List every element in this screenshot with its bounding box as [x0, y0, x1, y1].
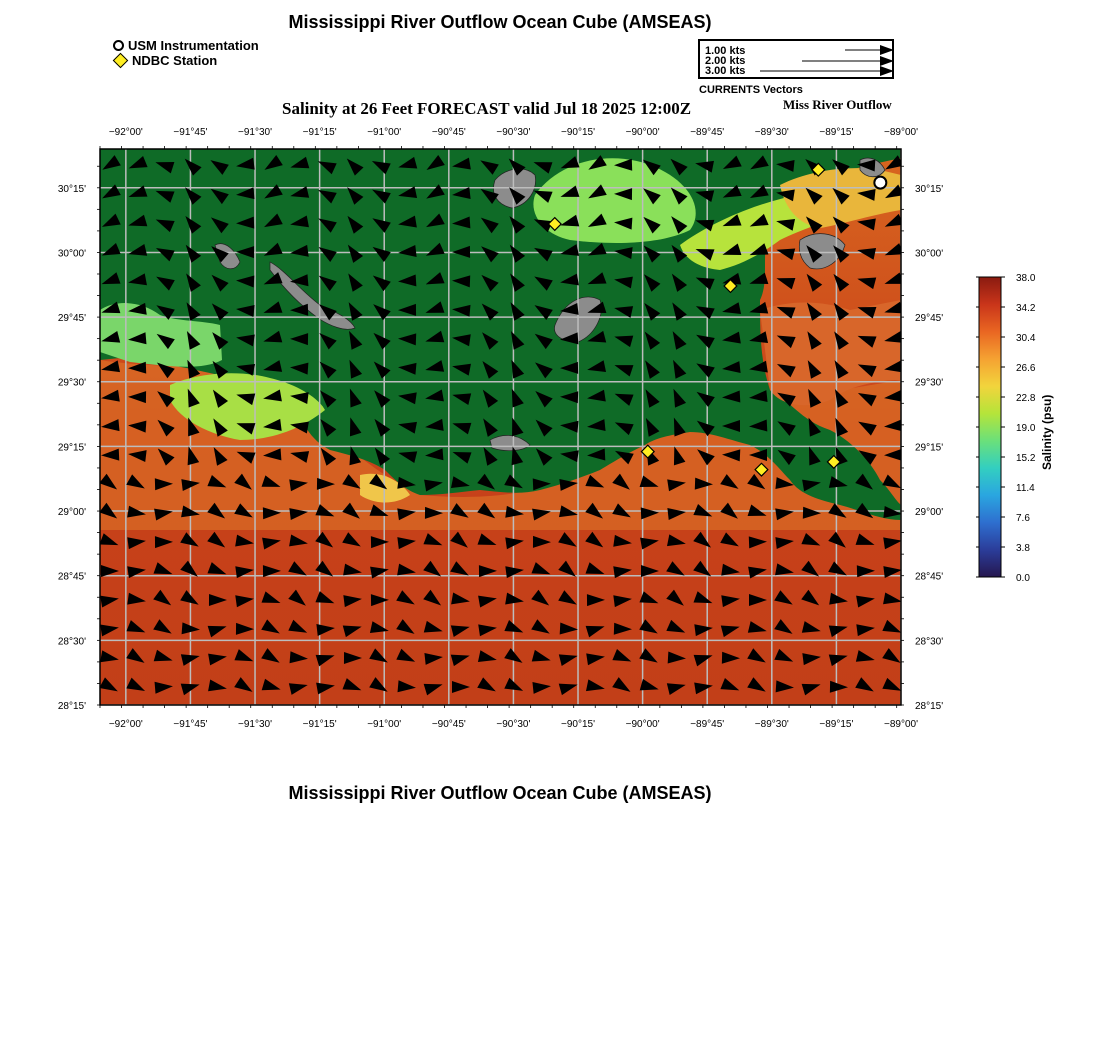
lat-tick-label: 29°45' [57, 313, 86, 325]
lon-tick-label: −89°45' [690, 127, 725, 138]
lon-tick-labels-bottom [109, 719, 918, 730]
lon-tick-label: −89°30' [754, 127, 789, 138]
colorbar-tick-label: 0.0 [1016, 573, 1030, 584]
vector-scale-label-2: 2.00 kts [705, 55, 746, 67]
lat-tick-labels-left [58, 184, 86, 712]
colorbar-tick-label: 38.0 [1016, 273, 1036, 284]
lat-tick-label: 30°15' [915, 183, 944, 195]
usm-site-marker [874, 177, 886, 189]
colorbar-tick-label: 3.8 [1016, 543, 1030, 554]
lon-tick-label: −91°00' [367, 719, 402, 730]
colorbar [979, 277, 1001, 577]
lat-tick-label: 29°45' [915, 313, 944, 325]
lat-tick-label: 28°30' [915, 636, 944, 648]
lat-tick-label: 30°15' [57, 183, 86, 195]
lon-tick-label: −89°15' [819, 127, 854, 138]
map-subtitle: Salinity at 26 Feet FORECAST valid Jul 18 2025 12:00Z [282, 99, 692, 118]
lon-tick-label: −91°30' [238, 127, 273, 138]
lon-tick-label: −92°00' [108, 719, 143, 730]
lon-tick-label: −91°15' [302, 127, 337, 138]
lat-tick-label: 28°30' [57, 636, 86, 648]
lon-tick-label: −90°15' [561, 719, 596, 730]
map-plot-area [99, 149, 904, 705]
lat-tick-label: 28°45' [915, 571, 944, 583]
lat-tick-label: 29°15' [57, 442, 86, 454]
lat-tick-label: 29°30' [57, 377, 86, 389]
lon-tick-label: −91°15' [302, 719, 337, 730]
lat-tick-label: 29°00' [915, 507, 944, 519]
lat-tick-label: 28°15' [915, 701, 944, 712]
colorbar-tick-label: 19.0 [1016, 423, 1036, 434]
lon-tick-label: −90°30' [496, 127, 531, 138]
lon-tick-label: −89°45' [690, 719, 725, 730]
colorbar-tick-label: 22.8 [1016, 393, 1036, 404]
lat-tick-label: 30°00' [57, 248, 86, 260]
colorbar-tick-label: 30.4 [1016, 333, 1036, 344]
footer-title: Mississippi River Outflow Ocean Cube (AMSEAS) [288, 783, 712, 803]
lon-tick-label: −92°00' [108, 127, 143, 138]
colorbar-tick-label: 11.4 [1016, 483, 1035, 494]
lat-tick-label: 29°15' [915, 442, 944, 454]
lon-tick-label: −90°45' [431, 127, 466, 138]
lon-tick-label: −89°00' [884, 719, 918, 730]
legend-usm-label: USM Instrumentation [128, 38, 259, 53]
lon-tick-label: −91°45' [173, 127, 208, 138]
colorbar-tick-label: 15.2 [1016, 453, 1036, 464]
lon-tick-label: −90°00' [625, 719, 660, 730]
vector-scale-caption: CURRENTS Vectors [699, 84, 803, 96]
colorbar-tick-label: 34.2 [1016, 303, 1036, 314]
lat-tick-label: 28°45' [57, 571, 86, 583]
colorbar-tick-label: 26.6 [1016, 363, 1036, 374]
vector-scale-label-1: 1.00 kts [705, 45, 746, 57]
lon-tick-label: −91°45' [173, 719, 208, 730]
lon-tick-label: −89°30' [754, 719, 789, 730]
colorbar-tick-label: 7.6 [1016, 513, 1030, 524]
lon-tick-label: −89°15' [819, 719, 854, 730]
page-title: Mississippi River Outflow Ocean Cube (AMSEAS) [288, 12, 712, 32]
lon-tick-labels-top [109, 127, 918, 138]
lat-tick-labels-right [915, 184, 943, 712]
lon-tick-label: −90°45' [431, 719, 466, 730]
lat-tick-label: 28°15' [57, 701, 86, 712]
lon-tick-label: −90°15' [561, 127, 596, 138]
lon-tick-label: −91°00' [367, 127, 402, 138]
lat-tick-label: 29°30' [915, 377, 944, 389]
region-label: Miss River Outflow [783, 97, 892, 112]
lon-tick-label: −90°00' [625, 127, 660, 138]
legend-ndbc-label: NDBC Station [132, 53, 218, 68]
colorbar-title: Salinity (psu) [1040, 394, 1054, 470]
lat-tick-label: 30°00' [915, 248, 944, 260]
lat-tick-label: 29°00' [57, 507, 86, 519]
lon-tick-label: −90°30' [496, 719, 531, 730]
lon-tick-label: −91°30' [238, 719, 273, 730]
lon-tick-label: −89°00' [884, 127, 918, 138]
vector-scale-label-3: 3.00 kts [705, 65, 746, 77]
